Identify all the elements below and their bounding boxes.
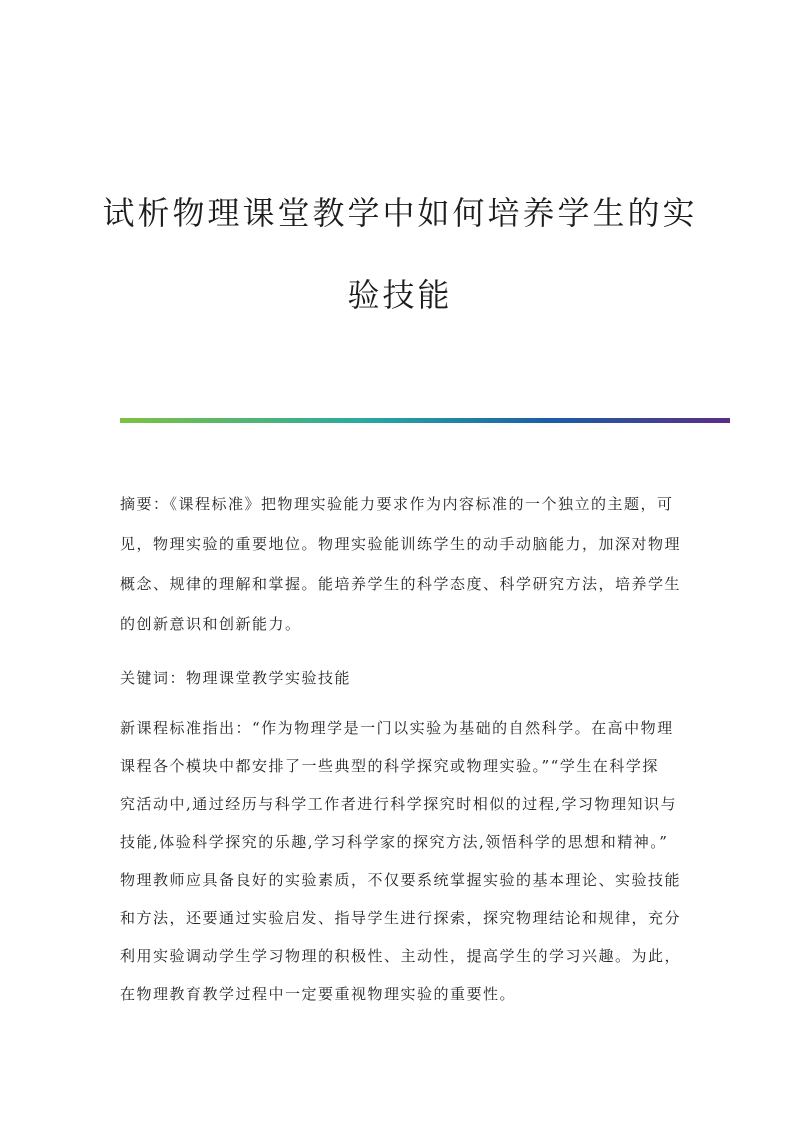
body-line: 在物理教育教学过程中一定要重视物理实验的重要性。: [120, 985, 517, 1003]
abstract-line: 见，物理实验的重要地位。物理实验能训练学生的动手动脑能力，加深对物理: [120, 535, 682, 553]
body-paragraph: [120, 712, 680, 1011]
body-line: 利用实验调动学生学习物理的积极性、主动性，提高学生的学习兴趣。为此，: [120, 947, 682, 965]
body-line: 技能,体验科学探究的乐趣,学习科学家的探究方法,领悟科学的思想和精神。”: [120, 833, 669, 851]
document-title-line-1: 试析物理课堂教学中如何培养学生的实: [102, 194, 698, 232]
document-title-line-2: 验技能: [347, 276, 453, 314]
abstract-paragraph: [120, 488, 680, 641]
body-line: 物理教师应具备良好的实验素质，不仅要系统掌握实验的基本理论、实验技能: [120, 871, 682, 889]
title-divider: [120, 418, 730, 423]
keywords-line: [120, 662, 680, 695]
body-line: 和方法，还要通过实验启发、指导学生进行探索，探究物理结论和规律，充分: [120, 909, 682, 927]
abstract-line: 摘要：《课程标准》把物理实验能力要求作为内容标准的一个独立的主题，可: [120, 495, 674, 513]
body-line: 新课程标准指出：“作为物理学是一门以实验为基础的自然科学。在高中物理: [120, 719, 674, 737]
keywords-text: 关键词：物理课堂教学实验技能: [120, 669, 352, 687]
abstract-line: 的创新意识和创新能力。: [120, 615, 302, 633]
body-line: 究活动中,通过经历与科学工作者进行科学探究时相似的过程,学习物理知识与: [120, 795, 678, 813]
abstract-line: 概念、规律的理解和掌握。能培养学生的科学态度、科学研究方法，培养学生: [120, 575, 682, 593]
body-line: 课程各个模块中都安排了一些典型的科学探究或物理实验。”“学生在科学探: [120, 757, 659, 775]
